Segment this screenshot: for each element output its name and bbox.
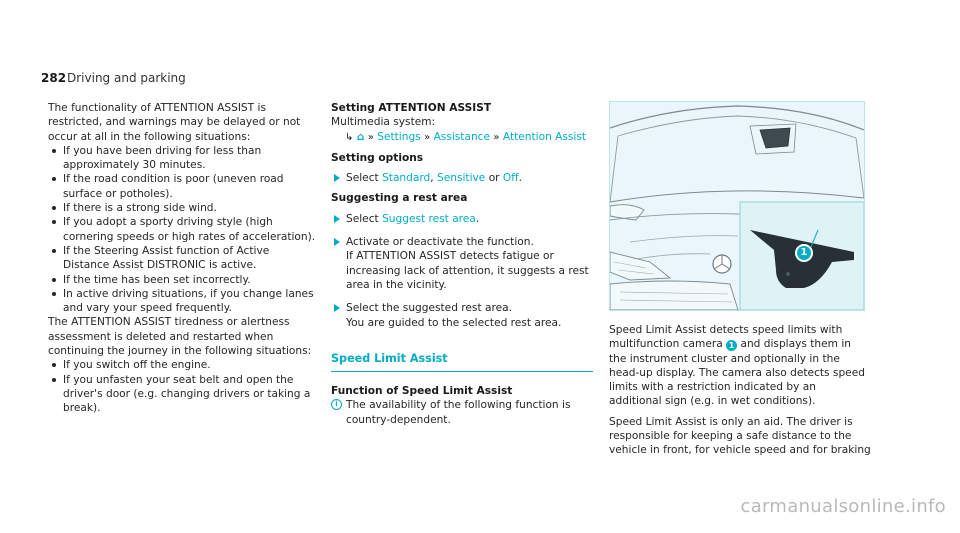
step-select-option: Select Standard, Sensitive or Off.: [331, 171, 593, 185]
option-sensitive: Sensitive: [437, 172, 486, 185]
chevron-right-icon: »: [424, 131, 431, 143]
speed-limit-description: [609, 323, 871, 409]
menu-settings: Settings: [377, 130, 421, 143]
car-illustration: [610, 102, 864, 310]
camera-callout: 1: [726, 340, 737, 351]
note-text: The availability of the following function is country-dependent.: [346, 399, 571, 426]
menu-path: [331, 130, 593, 145]
restriction-list: [48, 144, 318, 316]
watermark: carmanualsonline.info: [740, 496, 946, 517]
list-item: In active driving situations, if you change lanes and vary your speed frequently.: [48, 287, 318, 316]
chevron-right-icon: »: [493, 131, 500, 143]
list-item: If you adopt a sporty driving style (high cornering speeds or high rates of acceleration).: [48, 215, 318, 244]
rest-area-heading: Suggesting a rest area: [331, 192, 468, 205]
step-text: Activate or deactivate the function.: [346, 236, 534, 249]
step-arrow-icon: [334, 304, 340, 312]
driver-responsibility: Speed Limit Assist is only an aid. The driver is responsible for keeping a safe distance to the vehicle in front, for vehicle speed and for braking: [609, 415, 871, 457]
step-suggest-rest-area: Select Suggest rest area.: [331, 212, 593, 226]
chevron-right-icon: »: [367, 131, 374, 143]
menu-attention-assist: Attention Assist: [502, 130, 587, 143]
reset-list: [48, 358, 318, 415]
page-number: 282: [41, 71, 67, 85]
step-arrow-icon: [334, 215, 340, 223]
step-arrow-icon: [334, 174, 340, 182]
info-note: [331, 398, 593, 427]
options-heading: Setting options: [331, 151, 424, 164]
figure-callout-1: 1: [795, 244, 813, 262]
column-2: [331, 101, 593, 427]
step-select-rest-area: [331, 301, 593, 330]
step-result: If ATTENTION ASSIST detects fatigue or increasing lack of attention, it suggests a rest area in the vicinity.: [346, 250, 589, 291]
menu-assistance: Assistance: [433, 130, 491, 143]
path-start-icon: ↳: [345, 131, 354, 143]
step-text: Select the suggested rest area.: [346, 302, 512, 315]
multimedia-label: Multimedia system:: [331, 116, 436, 129]
step-activate: [331, 235, 593, 292]
column-1: [48, 101, 318, 416]
step-text: Select: [346, 212, 379, 225]
list-item: If you have been driving for less than approximately 30 minutes.: [48, 144, 318, 173]
option-standard: Standard: [382, 172, 431, 185]
list-item: If there is a strong side wind.: [48, 201, 318, 215]
car-windshield-figure: [609, 101, 865, 311]
list-item: If the road condition is poor (uneven road surface or potholes).: [48, 172, 318, 201]
step-text: Select: [346, 172, 379, 185]
reset-intro: The ATTENTION ASSIST tiredness or alertness assessment is deleted and restarted when continuing the journey in the following situations:: [48, 316, 312, 358]
column-3: [609, 323, 871, 458]
section-title: Speed Limit Assist: [331, 351, 448, 365]
option-suggest-rest-area: Suggest rest area: [382, 212, 476, 225]
list-item: If you unfasten your seat belt and open the driver's door (e.g. changing drivers or taking a break).: [48, 373, 318, 416]
option-off: Off: [502, 172, 519, 185]
list-item: If you switch off the engine.: [48, 358, 318, 372]
info-icon: i: [331, 399, 342, 410]
restriction-intro: The functionality of ATTENTION ASSIST is restricted, and warnings may be delayed or not occur at all in the following situations:: [48, 102, 301, 143]
page-title: Driving and parking: [67, 71, 186, 85]
step-arrow-icon: [334, 238, 340, 246]
text-run: and displays them in the instrument cluster and optionally in the head-up display. The camera also detects speed limits with a restriction indicated by an additional sign (e.g. in wet conditions).: [609, 338, 865, 408]
home-icon: ⌂: [356, 130, 365, 143]
text-run: Speed Limit Assist detects speed limits with multifunction camera: [609, 324, 843, 351]
step-result: You are guided to the selected rest area.: [346, 316, 562, 329]
setting-heading: Setting ATTENTION ASSIST: [331, 102, 492, 114]
list-item: If the Steering Assist function of Active Distance Assist DISTRONIC is active.: [48, 244, 318, 273]
function-heading: Function of Speed Limit Assist: [331, 385, 513, 398]
step-text: or: [488, 172, 500, 185]
list-item: If the time has been set incorrectly.: [48, 273, 318, 287]
